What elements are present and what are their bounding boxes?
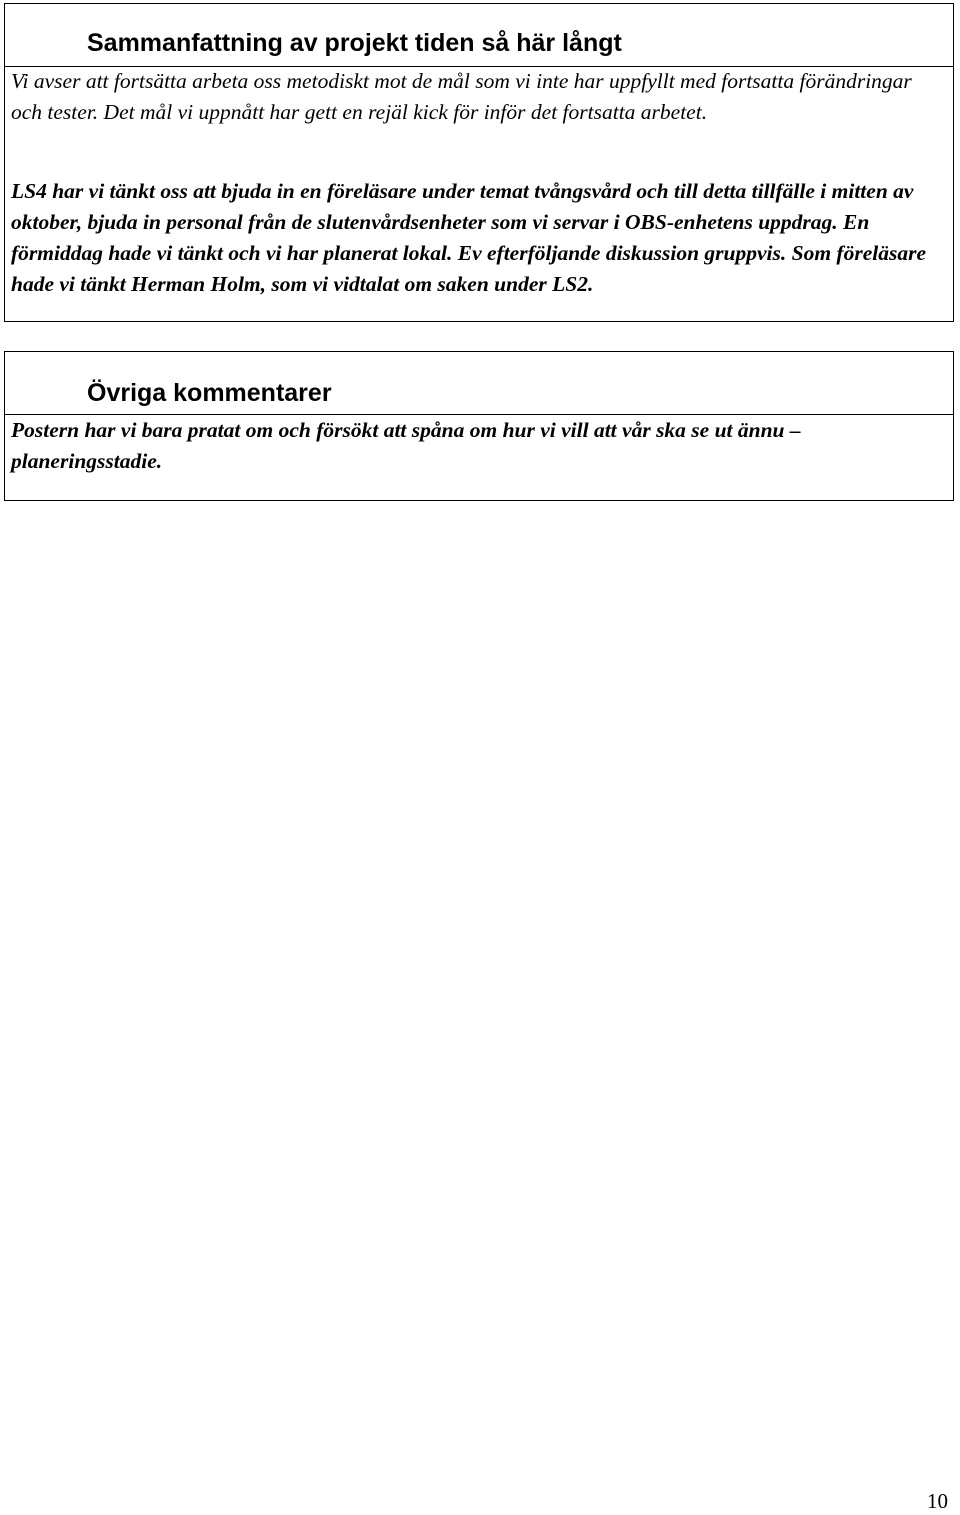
summary-paragraph: Vi avser att fortsätta arbeta oss metodiskt mot de mål som vi inte har uppfyllt med fortsatta förändringar och tester. Det mål vi uppnått har gett en rejäl kick för inför det fortsatta arbetet.: [11, 69, 912, 124]
other-comments-paragraph: Postern har vi bara pratat om och försökt att spåna om hur vi vill att vår ska se ut ännu – planeringsstadie.: [11, 418, 801, 473]
summary-section: [4, 3, 954, 322]
summary-ls4-paragraph: LS4 har vi tänkt oss att bjuda in en föreläsare under temat tvångsvård och till detta tillfälle i mitten av oktober, bjuda in personal från de slutenvårdsenheter som vi servar i OBS-enhetens uppdrag. En förmiddag hade vi tänkt och vi har planerat lokal. Ev efterföljande diskussion gruppvis. Som föreläsare hade vi tänkt Herman Holm, som vi vidtalat om saken under LS2.: [11, 179, 926, 296]
other-comments-heading: Övriga kommentarer: [87, 379, 332, 407]
summary-heading: Sammanfattning av projekt tiden så här långt: [87, 29, 622, 57]
page-number: 10: [927, 1489, 948, 1513]
other-comments-section: [4, 351, 954, 501]
